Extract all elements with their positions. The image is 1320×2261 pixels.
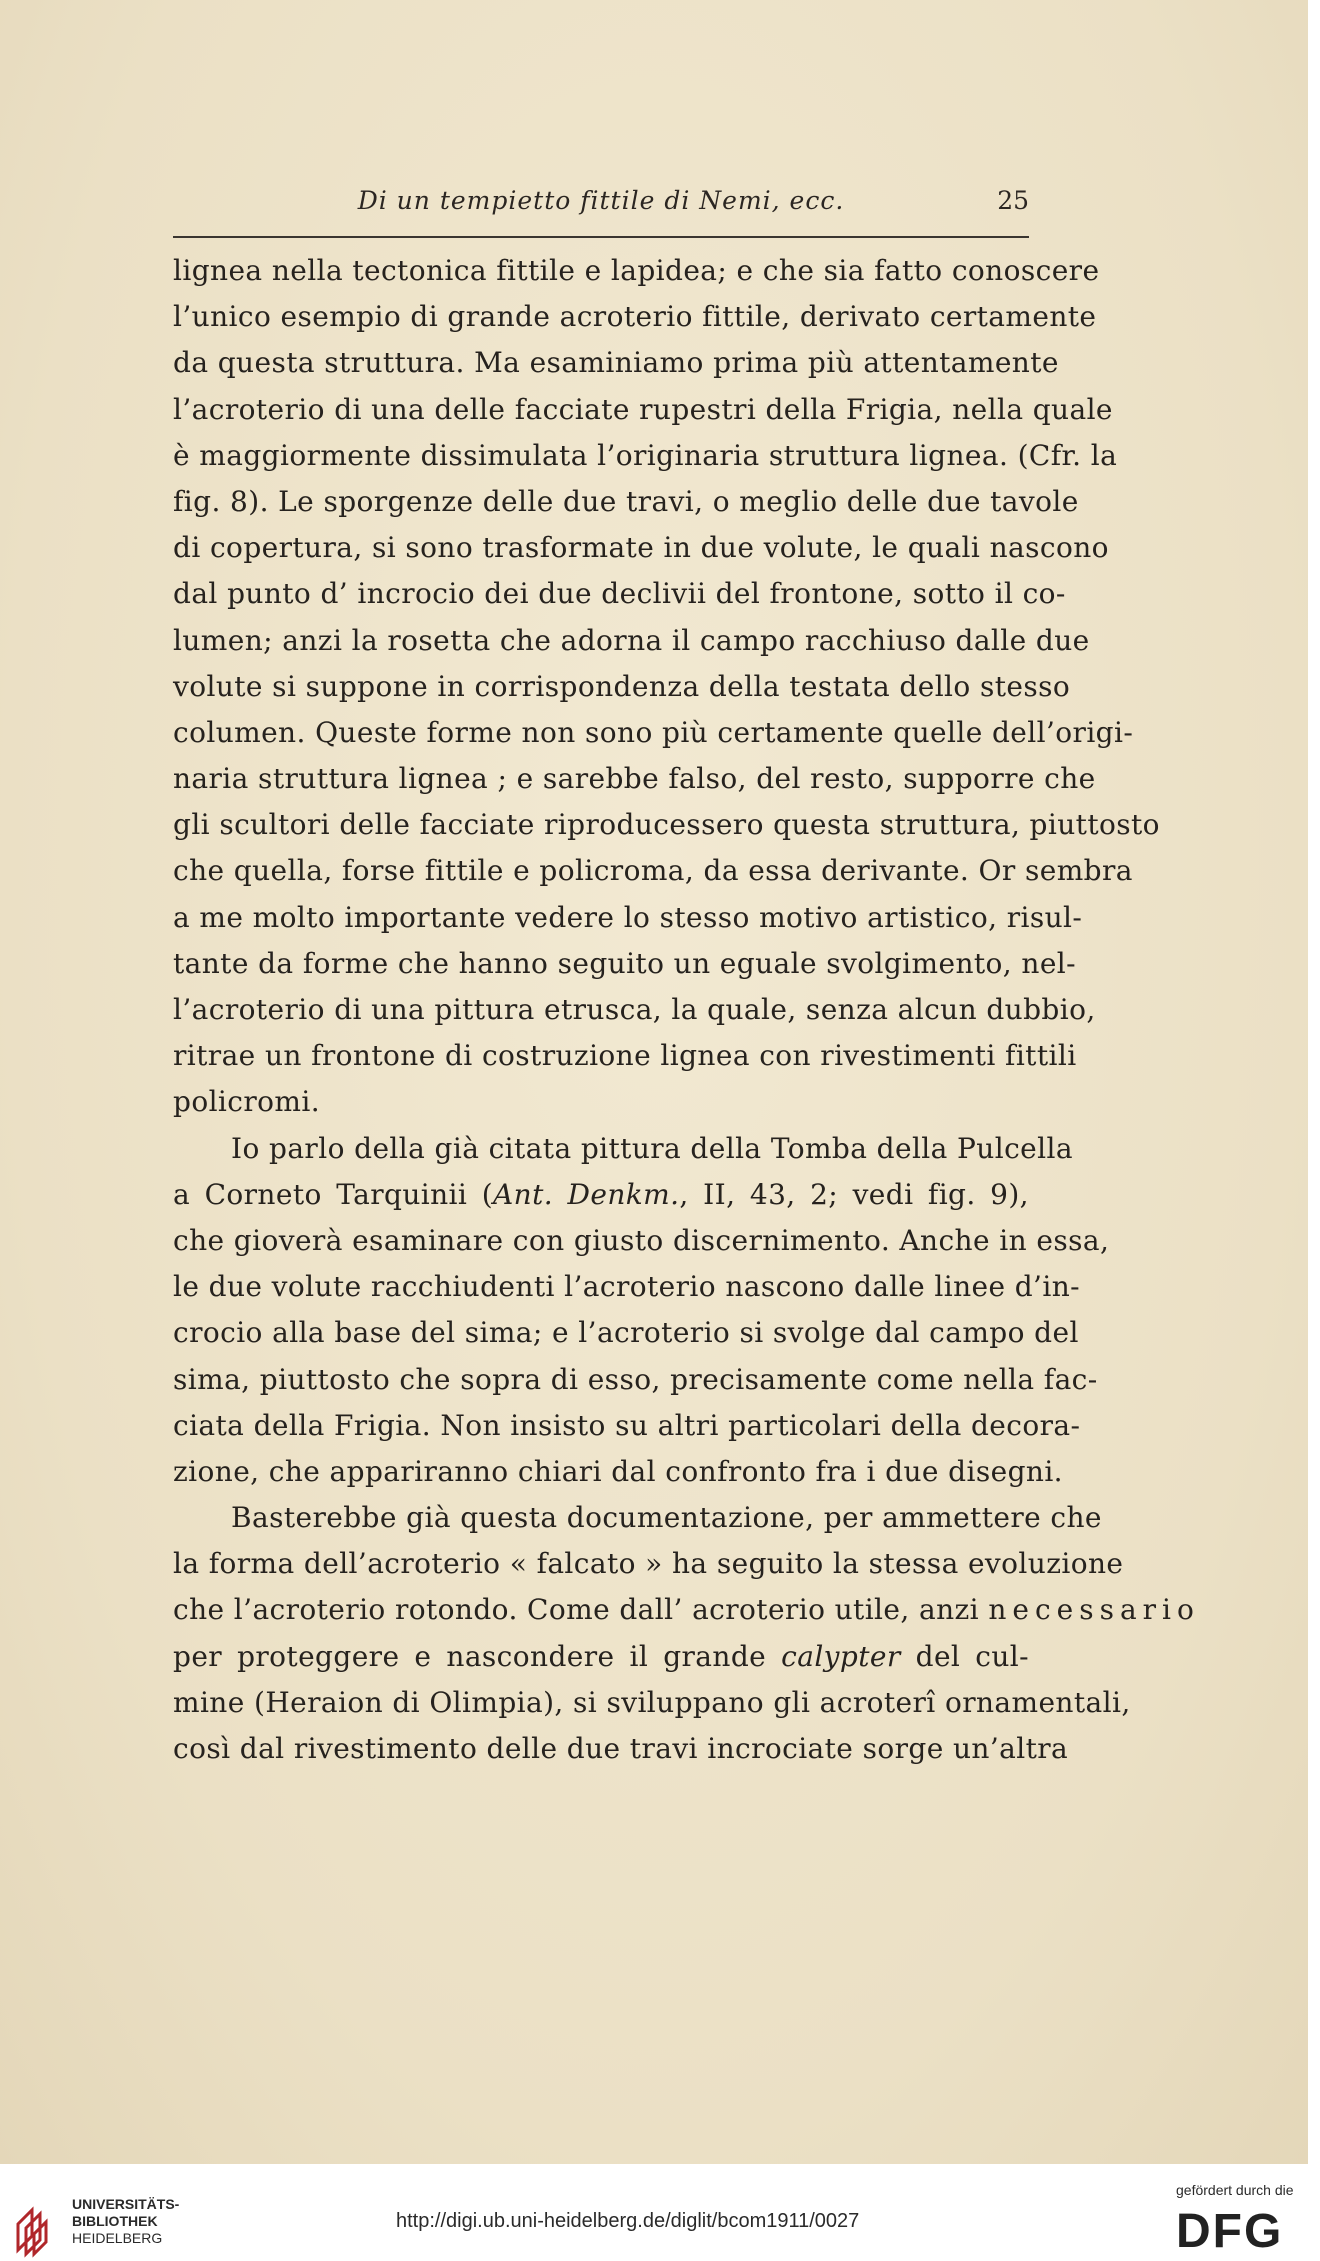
library-name-line: UNIVERSITÄTS- [72, 2196, 180, 2212]
text-line: naria struttura lignea ; e sarebbe falso, del resto, supporre che [173, 762, 1096, 796]
scan-edge [1308, 0, 1320, 2164]
text-segment: per proteggere e nascondere il grande [173, 1639, 767, 1673]
text-segment: , II, 43, 2; vedi fig. 9), [679, 1177, 1029, 1211]
library-name [72, 2196, 179, 2247]
text-line: l’acroterio di una pittura etrusca, la quale, senza alcun dubbio, [173, 993, 1096, 1026]
text-line: mine (Heraion di Olimpia), si sviluppano gli acroterî ornamentali, [173, 1685, 1131, 1719]
text-segment: che l’acroterio rotondo. Come dall’ acroterio utile, anzi [173, 1593, 980, 1627]
text-line: fig. 8). Le sporgenze delle due travi, o meglio delle due tavole [173, 484, 1079, 518]
text-line: lignea nella tectonica fittile e lapidea; e che sia fatto conoscere [173, 254, 1100, 287]
citation-title: Ant. Denkm. [493, 1177, 680, 1211]
text-line: ritrae un frontone di costruzione lignea con rivestimenti fittili [173, 1039, 1077, 1073]
text-line: che gioverà esaminare con giusto discernimento. Anche in essa, [173, 1223, 1110, 1257]
text-line: sima, piuttosto che sopra di esso, precisamente come nella fac- [173, 1362, 1098, 1396]
text-line [173, 1587, 1200, 1633]
page-header [173, 186, 1029, 238]
text-line: la forma dell’acroterio « falcato » ha seguito la stessa evoluzione [173, 1547, 1124, 1581]
text-line: gli scultori delle facciate riproducessero questa struttura, piuttosto [173, 808, 1160, 842]
text-line: ciata della Frigia. Non insisto su altri particolari della decora- [173, 1408, 1081, 1442]
text-line: columen. Queste forme non sono più certamente quelle dell’origi- [173, 715, 1134, 749]
library-name-line: HEIDELBERG [72, 2230, 163, 2246]
text-line: crocio alla base del sima; e l’acroterio si svolge dal campo del [173, 1316, 1079, 1350]
spaced-word: necessario [988, 1593, 1200, 1627]
text-line: lumen; anzi la rosetta che adorna il campo racchiuso dalle due [173, 623, 1090, 657]
text-line: volute si suppone in corrispondenza della testata dello stesso [173, 669, 1071, 703]
page-number: 25 [997, 186, 1029, 215]
footer-bar [0, 2164, 1320, 2261]
text-line [173, 1172, 1029, 1218]
text-segment: del cul- [915, 1639, 1029, 1673]
text-line: Io parlo della già citata pittura della Tomba della Pulcella [231, 1131, 1073, 1165]
italic-term: calypter [781, 1639, 901, 1673]
text-line [173, 1634, 1029, 1680]
text-line: così dal rivestimento delle due travi incrociate sorge un’altra [173, 1732, 1069, 1765]
text-line: a me molto importante vedere lo stesso motivo artistico, risul- [173, 900, 1083, 934]
text-line: l’acroterio di una delle facciate rupestri della Frigia, nella quale [173, 392, 1113, 426]
library-name-line: BIBLIOTHEK [72, 2213, 158, 2229]
text-line: Basterebbe già questa documentazione, per ammettere che [231, 1501, 1102, 1535]
text-line: di copertura, si sono trasformate in due volute, le quali nascono [173, 531, 1109, 565]
text-line: zione, che appariranno chiari dal confronto fra i due disegni. [173, 1454, 1063, 1488]
funding-note: gefördert durch die [1176, 2182, 1294, 2198]
dfg-logo: DFG [1176, 2205, 1284, 2258]
text-line: da questa struttura. Ma esaminiamo prima più attentamente [173, 346, 1059, 380]
text-line: tante da forme che hanno seguito un eguale svolgimento, nel- [173, 946, 1077, 980]
body-text [173, 248, 1200, 1772]
source-url[interactable]: http://digi.ub.uni-heidelberg.de/diglit/bcom1911/0027 [396, 2210, 860, 2232]
running-title: Di un tempietto fittile di Nemi, ecc. [357, 186, 845, 215]
text-line: dal punto d’ incrocio dei due declivii del frontone, sotto il co- [173, 577, 1066, 611]
text-segment: a Corneto Tarquinii ( [173, 1177, 494, 1211]
library-logo-icon [12, 2204, 64, 2256]
text-line: policromi. [173, 1085, 321, 1119]
text-line: le due volute racchiudenti l’acroterio nascono dalle linee d’in- [173, 1270, 1081, 1304]
text-line: è maggiormente dissimulata l’originaria struttura lignea. (Cfr. la [173, 438, 1118, 472]
text-line: che quella, forse fittile e policroma, da essa derivante. Or sembra [173, 854, 1133, 888]
text-line: l’unico esempio di grande acroterio fittile, derivato certamente [173, 300, 1097, 334]
